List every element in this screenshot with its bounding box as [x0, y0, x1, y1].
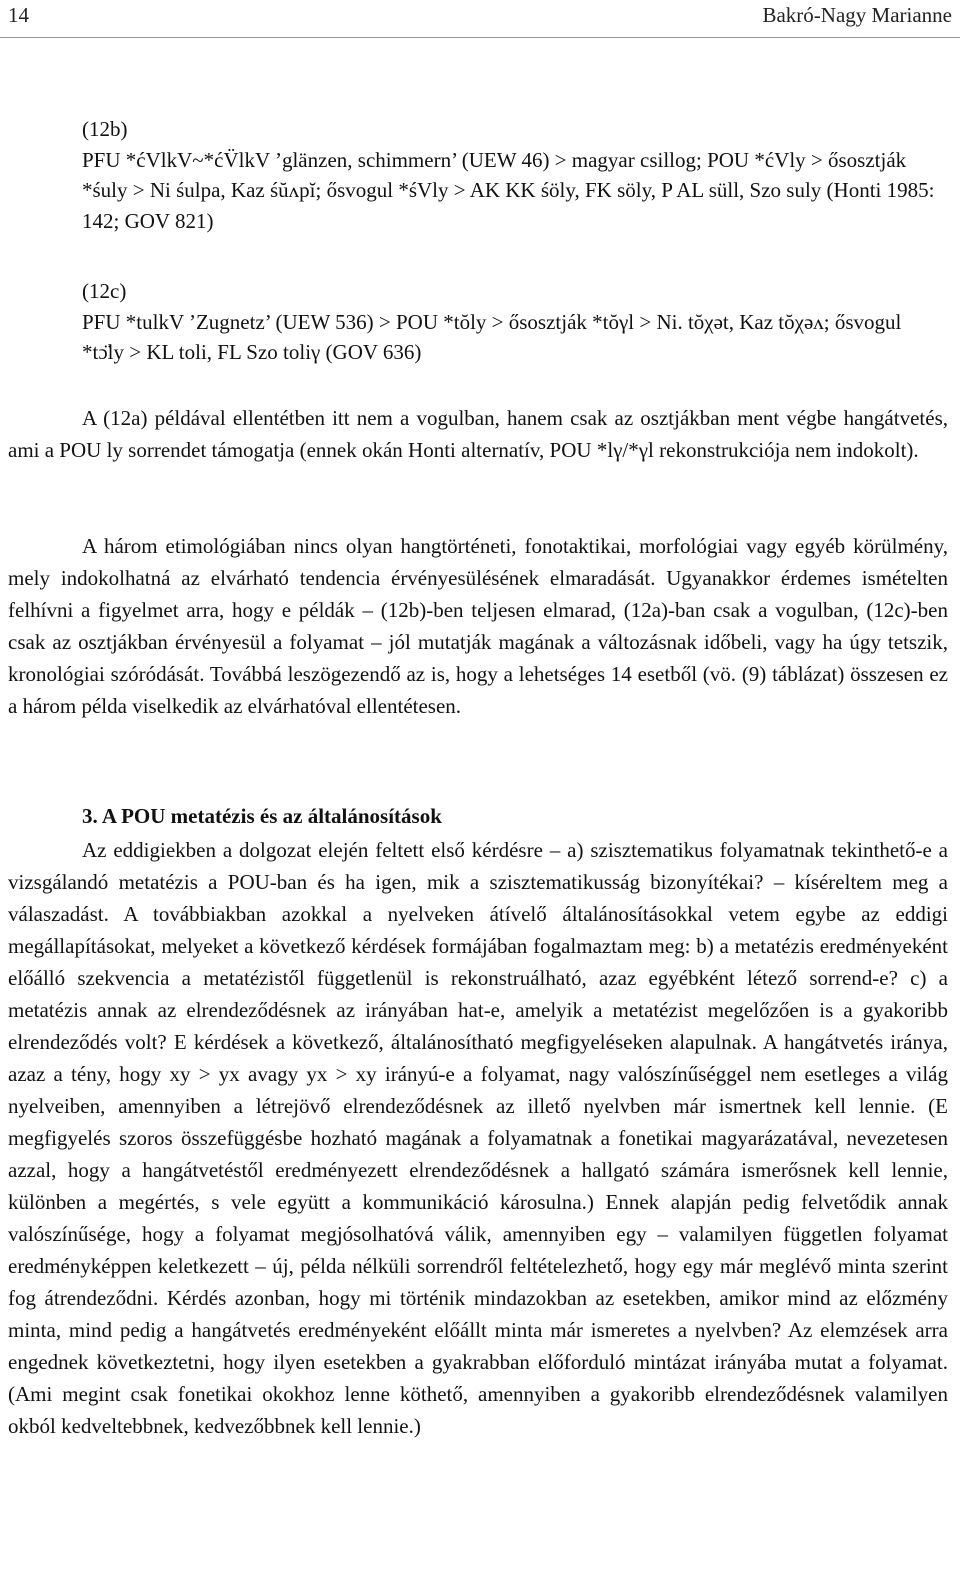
- body-paragraph: [8, 402, 948, 466]
- example-text: PFU *tulkV ’Zugnetz’ (UEW 536) > POU *tŏly > ősosztják *tŏγl > Ni. tŏχət, Kaz tŏχəʌ; ősvogul *tɔ̈ly > KL toli, FL Szo toliγ (GOV 636): [82, 309, 902, 364]
- paragraph-text: Az eddigiekben a dolgozat elején feltett első kérdésre – a) szisztematikus folyamatnak tekinthető-e a vizsgálandó metatézis a POU-ban és ha igen, mik a szisztematikusság bizonyítékai? – kíséreltem meg a válaszadást. A továbbiakban azokkal a nyelveken átívelő általánosításokkal vetem egybe az eddigi megállapításokat, melyeket a következő kérdések formájában fogalmaztam meg: b) a metatézis eredményeként előálló szekvencia a metatézistől függetlenül is rekonstruálható, azaz egyébként létező sorrend-e? c) a metatézis annak az elrendeződésnek az irányában hat-e, amelyik a metatézist megelőzően is a gyakoribb elrendeződés volt? E kérdések a következő, általánosítható megfigyeléseken alapulnak. A hangátvetés iránya, azaz a tény, hogy xy > yx avagy yx > xy irányú-e a folyamat, nagy valószínűséggel nem esetleges a világ nyelveiben, amennyiben a létrejövő elrendeződésnek az illető nyelvben már ismertnek kell lennie. (E megfigyelés szoros összefüggésbe hozható magának a folyamatnak a fonetikai magyarázatával, nevezetesen azzal, hogy a hangátvetéstől eredményezett elrendeződésnek a hallgató számára ismerősnek kell lennie, különben a megértés, s vele együtt a kommunikáció károsulna.) Ennek alapján pedig felvetődik annak valószínűsége, hogy a folyamat megjósolhatóvá válik, amennyiben egy – valamilyen független folyamat eredményképpen keletkezett – új, példa nélküli sorrendről feltételezhető, hogy egy már meglévő minta szerint fog átrendeződni. Kérdés azonban, hogy mi történik mindazokban az esetekben, amikor mind az előzmény minta, mind pedig a hangátvetés eredményeként előállt minta már ismeretes a nyelvben? Az elemzések arra engednek következtetni, hogy ilyen esetekben a gyakrabban előforduló mintázat irányába mutat a folyamat. (Ami megint csak fonetikai okokhoz lenne köthető, amennyiben a gyakoribb elrendeződésnek valamilyen okból kedveltebbnek, kedvezőbbnek kell lennie.): [8, 838, 948, 1438]
- body-paragraph: [8, 834, 948, 1442]
- section-heading: 3. A POU metatézis és az általánosítások: [82, 804, 442, 828]
- page-number: 14: [8, 2, 29, 27]
- example-12b: [82, 114, 948, 236]
- header-rule: [0, 37, 960, 38]
- body-paragraph: [8, 530, 948, 722]
- running-author: Bakró-Nagy Marianne: [762, 2, 952, 27]
- example-text: PFU *ćVlkV~*ćV̈lkV ’glänzen, schimmern’ (UEW 46) > magyar csillog; POU *ćVly > ősosztják *śuly > Ni śulpa, Kaz śŭʌpĭ; ősvogul *śVly > AK KK śöly, FK söly, P AL süll, Szo suly (Honti 1985: 142; GOV 821): [82, 147, 935, 233]
- paragraph-text: A (12a) példával ellentétben itt nem a vogulban, hanem csak az osztjákban ment végbe hangátvetés, ami a POU ly sorrendet támogatja (ennek okán Honti alternatív, POU *lγ/*γl rekonstrukciója nem indokolt).: [8, 406, 948, 462]
- example-12c: [82, 276, 948, 368]
- paragraph-text: A három etimológiában nincs olyan hangtörténeti, fonotaktikai, morfológiai vagy egyéb körülmény, mely indokolhatná az elvárható tendencia érvényesülésének elmaradását. Ugyanakkor érdemes ismételten felhívni a figyelmet arra, hogy e példák – (12b)-ben teljesen elmarad, (12a)-ban csak a vogulban, (12c)-ben csak az osztjákban érvényesül a folyamat – jól mutatják magának a változásnak időbeli, vagy ha úgy tetszik, kronológiai szóródását. Továbbá leszögezendő az is, hogy a lehetséges 14 esetből (vö. (9) táblázat) összesen ez a három példa viselkedik az elvárhatóval ellentétesen.: [8, 534, 948, 718]
- running-header: [8, 2, 952, 28]
- example-label: (12b): [82, 117, 128, 141]
- example-label: (12c): [82, 279, 127, 303]
